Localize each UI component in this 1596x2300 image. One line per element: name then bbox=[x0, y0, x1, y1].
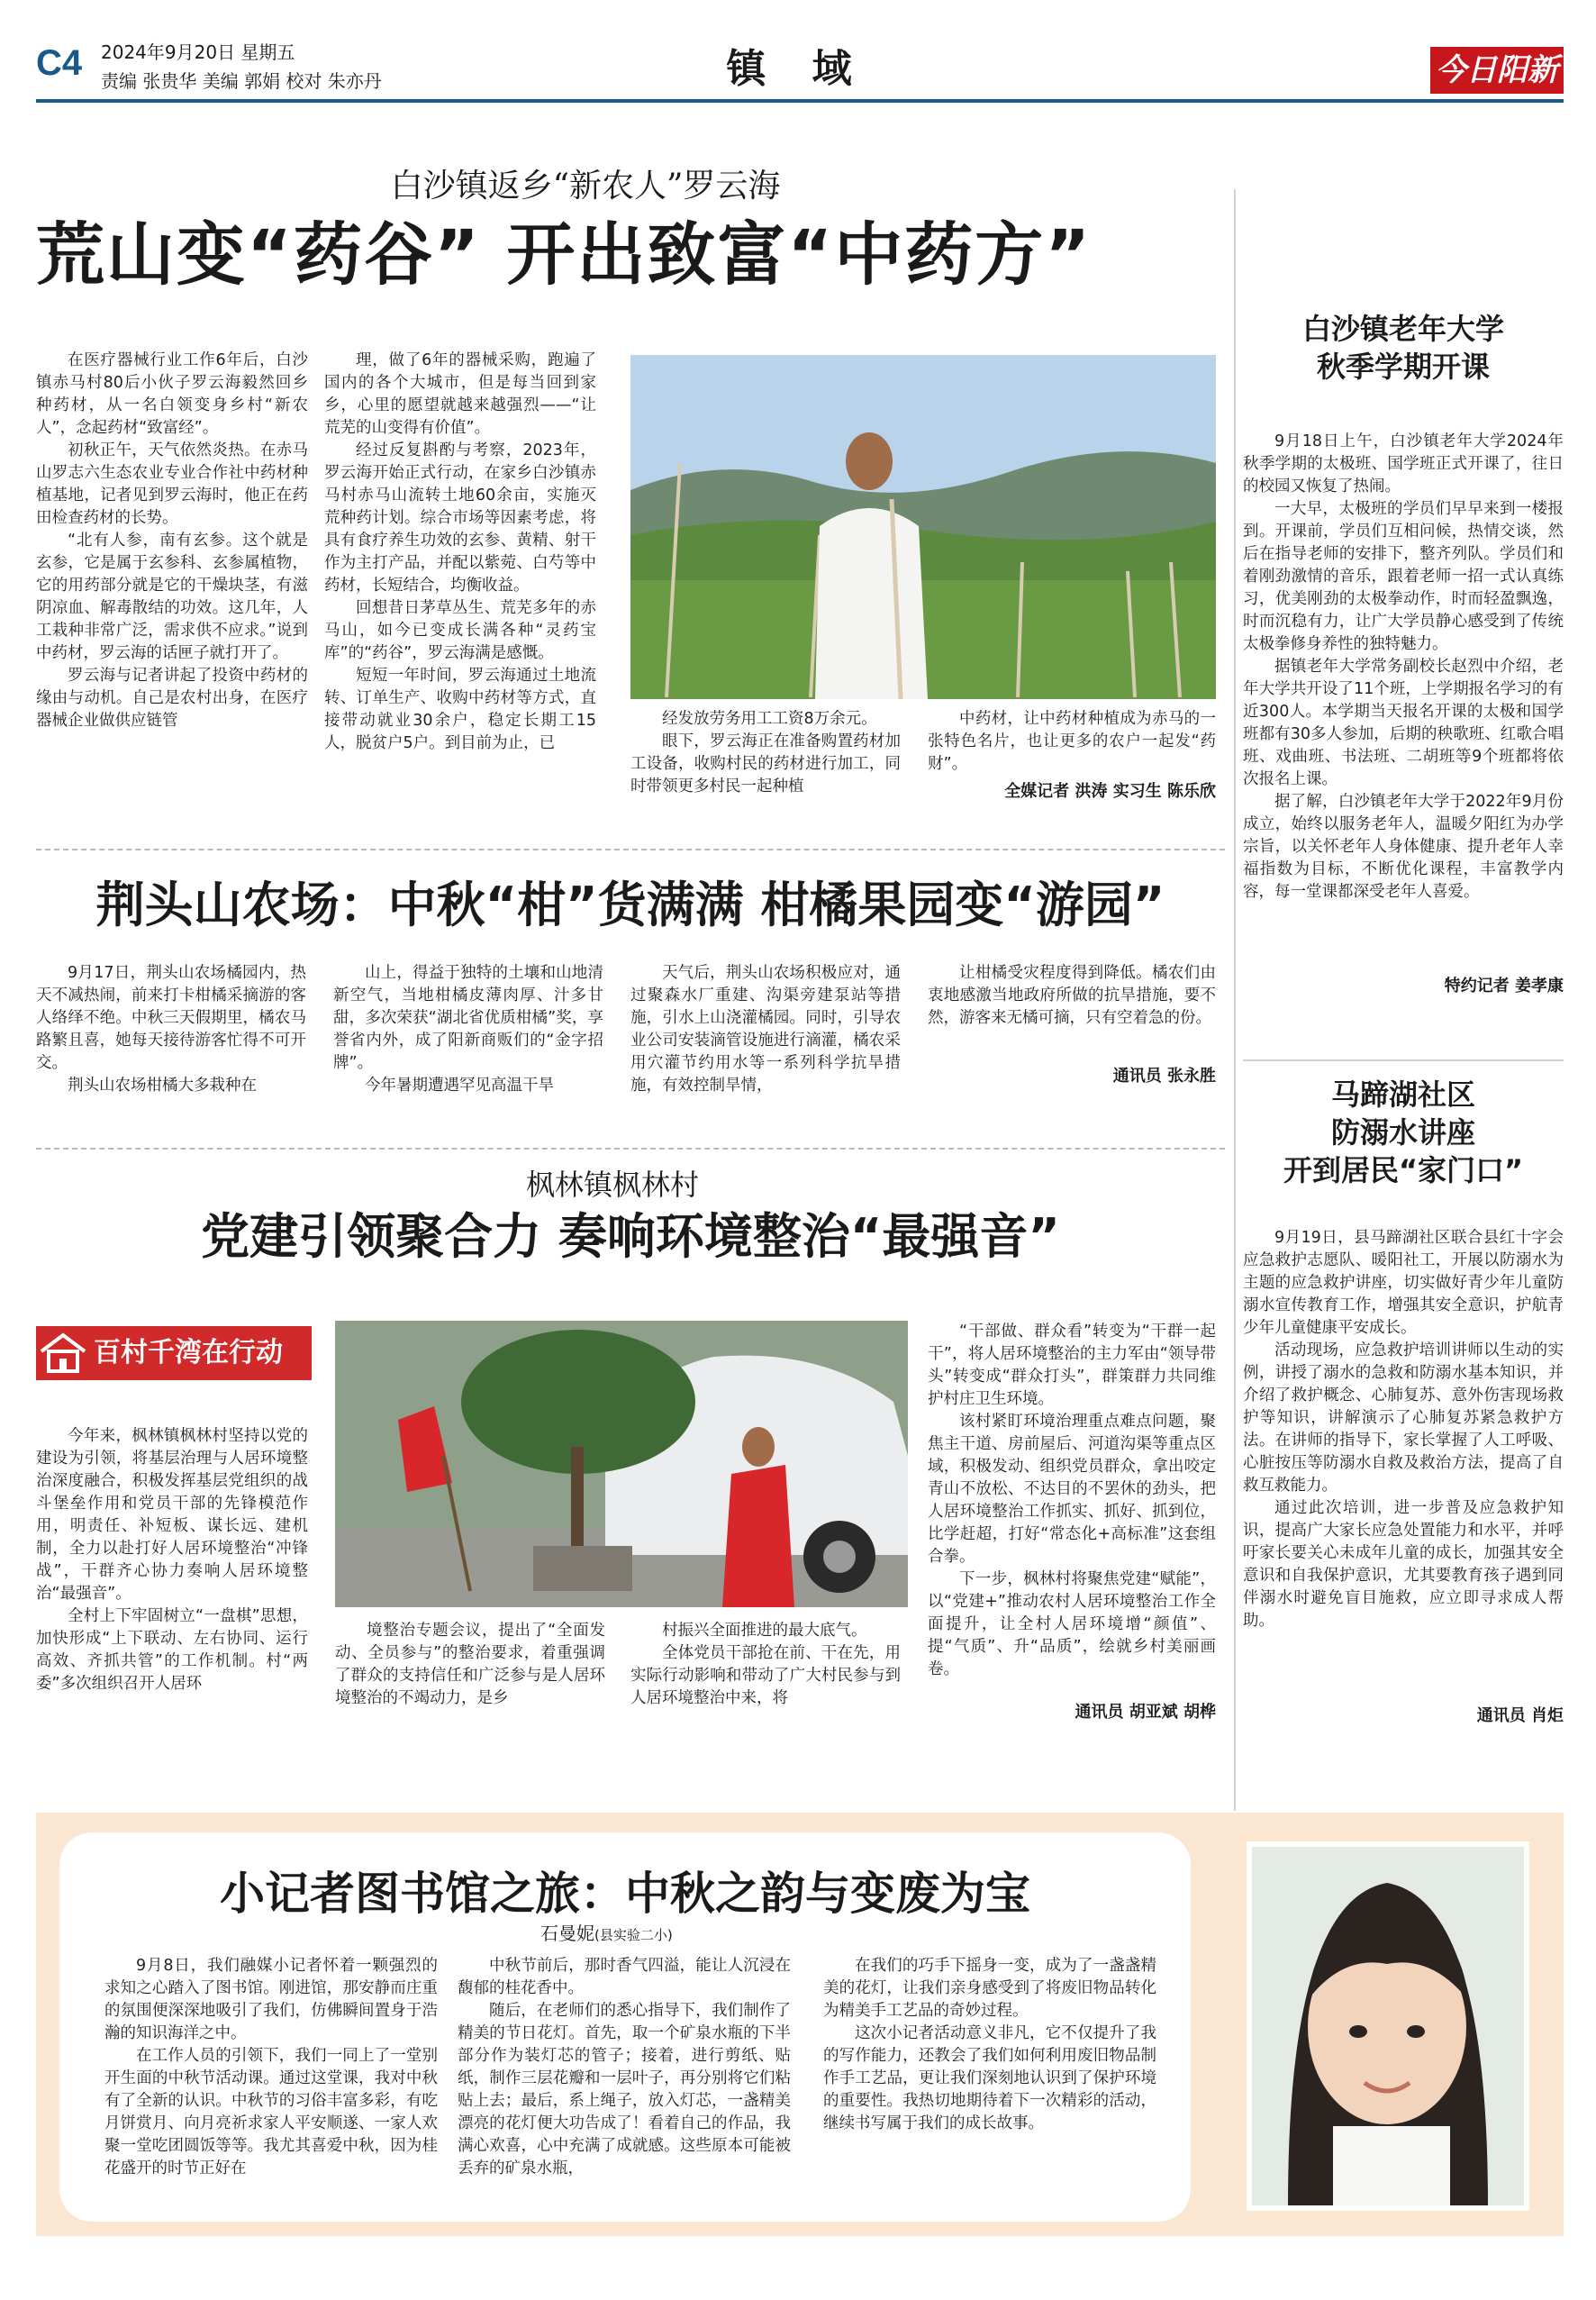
street-cleanup-illustration bbox=[335, 1321, 908, 1607]
paragraph: 据镇老年大学常务副校长赵烈中介绍，老年大学共开设了11个班，上学期报名学习的有近300人。本学期当天报名开课的太极和国学班都有30多人参加，后期的秧歌班、红歌合唱班、戏曲班、书法班、二胡班等9个班都将依次报名上课。 bbox=[1243, 658, 1564, 788]
footer-rule bbox=[36, 2252, 1564, 2254]
title-line: 马蹄湖社区 bbox=[1330, 1077, 1475, 1112]
article1-byline: 全媒记者 洪涛 实习生 陈乐欣 bbox=[1004, 782, 1216, 801]
title-line: 开到居民“家门口” bbox=[1283, 1153, 1524, 1187]
village-house-icon bbox=[40, 1332, 86, 1375]
article3-title: 党建引领聚合力 奏响环境整治“最强音” bbox=[201, 1208, 1060, 1265]
feature-author-line bbox=[540, 1919, 673, 1945]
farmer-field-illustration bbox=[630, 355, 1216, 699]
paragraph: 通过此次培训，进一步普及应急救护知识，提高广大家长应急处置能力和水平，并呼吁家长要关心未成年儿童的成长，加强其安全意识和自我保护意识，尤其要教育孩子遇到同伴溺水时避免盲目施救，应立即寻求成人帮助。 bbox=[1243, 1499, 1564, 1630]
feature-col3 bbox=[823, 1955, 1156, 2135]
article1-col4 bbox=[928, 708, 1216, 780]
paragraph: 下一步，枫林村将聚焦党建“赋能”，以“党建+”推动农村人居环境整治工作全面提升，让全村人居环境增“颜值”、提“气质”、升“品质”，绘就乡村美丽画卷。 bbox=[928, 1570, 1216, 1678]
article3-photo bbox=[335, 1321, 908, 1607]
side2-title bbox=[1243, 1076, 1564, 1189]
article3-col1 bbox=[36, 1425, 308, 1798]
editor-credits: 责编 张贵华 美编 郭娟 校对 朱亦丹 bbox=[101, 70, 382, 92]
paragraph: 该村紧盯环境治理重点难点问题，聚焦主干道、房前屋后、河道沟渠等重点区域，积极发动、组织党员群众，拿出咬定青山不放松、不达目的不罢休的劲头，把人居环境整治工作抓实、抓好、抓到位，比学赶超，打好“常态化+高标准”这套组合拳。 bbox=[928, 1413, 1216, 1566]
divider bbox=[36, 1148, 1225, 1150]
page-number: C4 bbox=[36, 43, 83, 83]
article1-col3 bbox=[630, 708, 901, 834]
paragraph: 短短一年时间，罗云海通过土地流转、订单生产、收购中药材等方式，直接带动就业30余户，稳定长期工15人，脱贫户5户。到目前为止，已 bbox=[324, 667, 596, 752]
paragraph: 今年暑期遭遇罕见高温干旱 bbox=[365, 1077, 554, 1095]
paragraph: 回想昔日茅草丛生、荒芜多年的赤马山，如今已变成长满各种“灵药宝库”的“药谷”，罗云海满是感慨。 bbox=[324, 599, 596, 662]
paragraph: 这次小记者活动意义非凡，它不仅提升了我的写作能力，还教会了我们如何利用废旧物品制作手工艺品，更让我们深刻地认识到了保护环境的重要性。我热切地期待着下一次精彩的活动，继续书写属于我们的成长故事。 bbox=[823, 2024, 1156, 2132]
paragraph: 荆头山农场柑橘大多栽种在 bbox=[68, 1077, 257, 1095]
paragraph: “北有人参，南有玄参。这个就是玄参，它是属于玄参科、玄参属植物，它的用药部分就是它的干燥块茎，有滋阴凉血、解毒散结的功效。这几年，人工栽种非常广泛，需求供不应求。”说到中药材，罗云海的话匣子就打开了。 bbox=[36, 532, 308, 662]
paragraph: “干部做、群众看”转变为“干群一起干”，将人居环境整治的主力军由“领导带头”转变成“群众打头”，群策群力共同维护村庄卫生环境。 bbox=[928, 1323, 1216, 1408]
paragraph: 全体党员干部抢在前、干在先，用实际行动影响和带动了广大村民参与到人居环境整治中来，将 bbox=[630, 1644, 901, 1707]
divider bbox=[36, 849, 1225, 850]
paragraph: 一大早，太极班的学员们早早来到一楼报到。开课前，学员们互相问候，热情交谈，然后在指导老师的安排下，整齐列队。学员们和着刚劲激情的音乐，跟着老师一招一式认真练习，优美刚劲的太极拳动作，时而轻盈飘逸，时而沉稳有力，让广大学员静心感受到了传统太极拳修身养性的独特魅力。 bbox=[1243, 500, 1564, 653]
article1-photo bbox=[630, 355, 1216, 699]
article2-col4 bbox=[928, 962, 1216, 1070]
article2-col1 bbox=[36, 962, 306, 1142]
column-divider bbox=[1234, 189, 1236, 1811]
title-line: 防溺水讲座 bbox=[1330, 1115, 1475, 1150]
author-portrait bbox=[1247, 1841, 1529, 2211]
paragraph: 全村上下牢固树立“一盘棋”思想，加快形成“上下联动、左右协同、运行高效、齐抓共管”的工作机制。村“两委”多次组织召开人居环 bbox=[36, 1607, 308, 1693]
paragraph: 活动现场，应急救护培训讲师以生动的实例，讲授了溺水的急救和防溺水基本知识，并介绍了救护概念、心肺复苏、意外伤害现场救护等知识，讲解演示了心肺复苏紧急救护方法。在讲师的指导下，家长掌握了人工呼吸、心脏按压等防溺水自救及救治方法，提高了自救互救能力。 bbox=[1243, 1341, 1564, 1495]
side1-title bbox=[1243, 310, 1564, 386]
paragraph: 眼下，罗云海正在准备购置药材加工设备，收购村民的药材进行加工，同时带领更多村民一起种植 bbox=[630, 732, 901, 795]
paragraph: 初秋正午，天气依然炎热。在赤马山罗志六生态农业专业合作社中药材种植基地，记者见到罗云海时，他正在药田检查药材的长势。 bbox=[36, 441, 308, 527]
paragraph: 经过反复斟酌与考察，2023年，罗云海开始正式行动，在家乡白沙镇赤马村赤马山流转土地60余亩，实施灭荒种药计划。综合市场等因素考虑，将具有食疗养生功效的玄参、黄精、射干作为主打产品，并配以紫菀、白芍等中药材，长短结合，均衡收益。 bbox=[324, 441, 596, 595]
article2-col2 bbox=[333, 962, 603, 1142]
paragraph: 在我们的巧手下摇身一变，成为了一盏盏精美的花灯，让我们亲身感受到了将废旧物品转化为精美手工艺品的奇妙过程。 bbox=[823, 1957, 1156, 2020]
paragraph: 中药材，让中药材种植成为赤马的一张特色名片，也让更多的农户一起发“药财”。 bbox=[928, 710, 1216, 773]
section-title: 镇 域 bbox=[726, 46, 868, 92]
paragraph: 9月17日，荆头山农场橘园内，热天不减热闹，前来打卡柑橘采摘游的客人络绎不绝。中秋三天假期里，橘农马路繁且喜，她每天接待游客忙得不可开交。 bbox=[36, 964, 306, 1072]
paragraph: 今年来，枫林镇枫林村坚持以党的建设为引领，将基层治理与人居环境整治深度融合，积极发挥基层党组织的战斗堡垒作用和党员干部的先锋模范作用，明责任、补短板、谋长远、建机制，全力以赴打好人居环境整治“冲锋战”，干群齐心协力奏响人居环境整治“最强音”。 bbox=[36, 1427, 308, 1603]
article1-col2 bbox=[324, 350, 596, 834]
feature-col1 bbox=[104, 1955, 438, 2207]
paragraph: 9月18日上午，白沙镇老年大学2024年秋季学期的太极班、国学班正式开课了，往日的校园又恢复了热闹。 bbox=[1243, 432, 1564, 495]
paragraph: 罗云海与记者讲起了投资中药材的缘由与动机。自己是农村出身，在医疗器械企业做供应链管 bbox=[36, 667, 308, 730]
paragraph: 理，做了6年的器械采购，跑遍了国内的各个大城市，但是每当回到家乡，心里的愿望就越来越强烈——“让荒芜的山变得有价值”。 bbox=[324, 351, 596, 437]
campaign-badge: 百村千湾在行动 bbox=[36, 1326, 312, 1380]
issue-date: 2024年9月20日 星期五 bbox=[101, 41, 295, 63]
paragraph: 随后，在老师们的悉心指导下，我们制作了精美的节日花灯。首先，取一个矿泉水瓶的下半部分作为装灯芯的管子；接着，进行剪纸、贴纸，制作三层花瓣和一层叶子，再分别将它们粘贴上去；最后，系上绳子，放入灯芯，一盏精美漂亮的花灯便大功告成了！看着自己的作品，我满心欢喜，心中充满了成就感。这些原本可能被丢弃的矿泉水瓶， bbox=[458, 2002, 791, 2177]
article2-byline: 通讯员 张永胜 bbox=[1112, 1067, 1216, 1086]
title-line: 秋季学期开课 bbox=[1316, 350, 1490, 384]
paragraph: 据了解，白沙镇老年大学于2022年9月份成立，始终以服务老年人，温暖夕阳红为办学宗旨，以关怀老年人身体健康、提升老年人幸福指数为目标，不断优化课程，丰富教学内容，每一堂课都深受老年人喜爱。 bbox=[1243, 793, 1564, 901]
side-divider bbox=[1243, 1059, 1564, 1061]
side2-byline: 通讯员 肖炬 bbox=[1476, 1706, 1564, 1725]
article1-kicker: 白沙镇返乡“新农人”罗云海 bbox=[390, 168, 781, 205]
article1-col1 bbox=[36, 350, 308, 834]
child-portrait-illustration bbox=[1252, 1847, 1524, 2205]
feature-col2 bbox=[458, 1955, 791, 2207]
article1-title: 荒山变“药谷” 开出致富“中药方” bbox=[36, 214, 1093, 295]
title-line: 白沙镇老年大学 bbox=[1301, 312, 1504, 346]
feature-author-school: (县实验二小) bbox=[594, 1927, 673, 1943]
paragraph: 天气后，荆头山农场积极应对，通过聚森水厂重建、沟渠旁建泵站等措施，引水上山浇灌橘园。同时，引导农业公司安装滴管设施进行滴灌，橘农采用穴灌节约用水等一系列科学抗旱措施，有效控制旱情， bbox=[630, 964, 901, 1095]
paragraph: 在工作人员的引领下，我们一同上了一堂别开生面的中秋节活动课。通过这堂课，我对中秋有了全新的认识。中秋节的习俗丰富多彩，有吃月饼赏月、向月亮祈求家人平安顺遂、一家人欢聚一堂吃团圆饭等等。我尤其喜爱中秋，因为桂花盛开的时节正好在 bbox=[104, 2047, 438, 2177]
paragraph: 在医疗器械行业工作6年后，白沙镇赤马村80后小伙子罗云海毅然回乡种药材，从一名白领变身乡村“新农人”，念起药材“致富经”。 bbox=[36, 351, 308, 437]
newspaper-logo: 今日阳新 bbox=[1430, 47, 1564, 94]
article3-byline: 通讯员 胡亚斌 胡桦 bbox=[1075, 1703, 1216, 1722]
paragraph: 经发放劳务用工工资8万余元。 bbox=[662, 710, 877, 728]
header-rule bbox=[36, 99, 1564, 103]
paragraph: 山上，得益于独特的土壤和山地清新空气，当地柑橘皮薄肉厚、汁多甘甜，多次荣获“湖北省优质柑橘”奖，享誉省内外，成了阳新商贩们的“金字招牌”。 bbox=[333, 964, 603, 1072]
paragraph: 村振兴全面推进的最大底气。 bbox=[662, 1622, 867, 1640]
side2-text bbox=[1243, 1227, 1564, 1695]
feature-author: 石曼妮 bbox=[540, 1923, 594, 1944]
side1-text bbox=[1243, 431, 1564, 944]
paragraph: 境整治专题会议，提出了“全面发动、全员参与”的整治要求，着重强调了群众的支持信任和广泛参与是人居环境整治的不竭动力，是乡 bbox=[335, 1622, 605, 1707]
article2-title: 荆头山农场：中秋“柑”货满满 柑橘果园变“游园” bbox=[95, 877, 1165, 933]
side1-byline: 特约记者 姜孝康 bbox=[1444, 977, 1564, 995]
paragraph: 9月19日，县马蹄湖社区联合县红十字会应急救护志愿队、暖阳社工，开展以防溺水为主题的应急救护讲座，切实做好青少年儿童防溺水宣传教育工作，增强其安全意识，护航青少年儿童健康平安成长。 bbox=[1243, 1229, 1564, 1337]
paragraph: 中秋节前后，那时香气四溢，能让人沉浸在馥郁的桂花香中。 bbox=[458, 1957, 791, 1997]
article3-col3 bbox=[630, 1620, 901, 1800]
feature-title: 小记者图书馆之旅：中秋之韵与变废为宝 bbox=[220, 1868, 1030, 1920]
article3-kicker: 枫林镇枫林村 bbox=[525, 1168, 699, 1202]
paragraph: 9月8日，我们融媒小记者怀着一颗强烈的求知之心踏入了图书馆。刚进馆，那安静而庄重的氛围便深深地吸引了我们，仿佛瞬间置身于浩瀚的知识海洋之中。 bbox=[104, 1957, 438, 2042]
paragraph: 让柑橘受灾程度得到降低。橘农们由衷地感激当地政府所做的抗旱措施，要不然，游客来无橘可摘，只有空着急的份。 bbox=[928, 964, 1216, 1027]
article3-col2 bbox=[335, 1620, 605, 1800]
article3-col4 bbox=[928, 1321, 1216, 1694]
article2-col3 bbox=[630, 962, 901, 1142]
